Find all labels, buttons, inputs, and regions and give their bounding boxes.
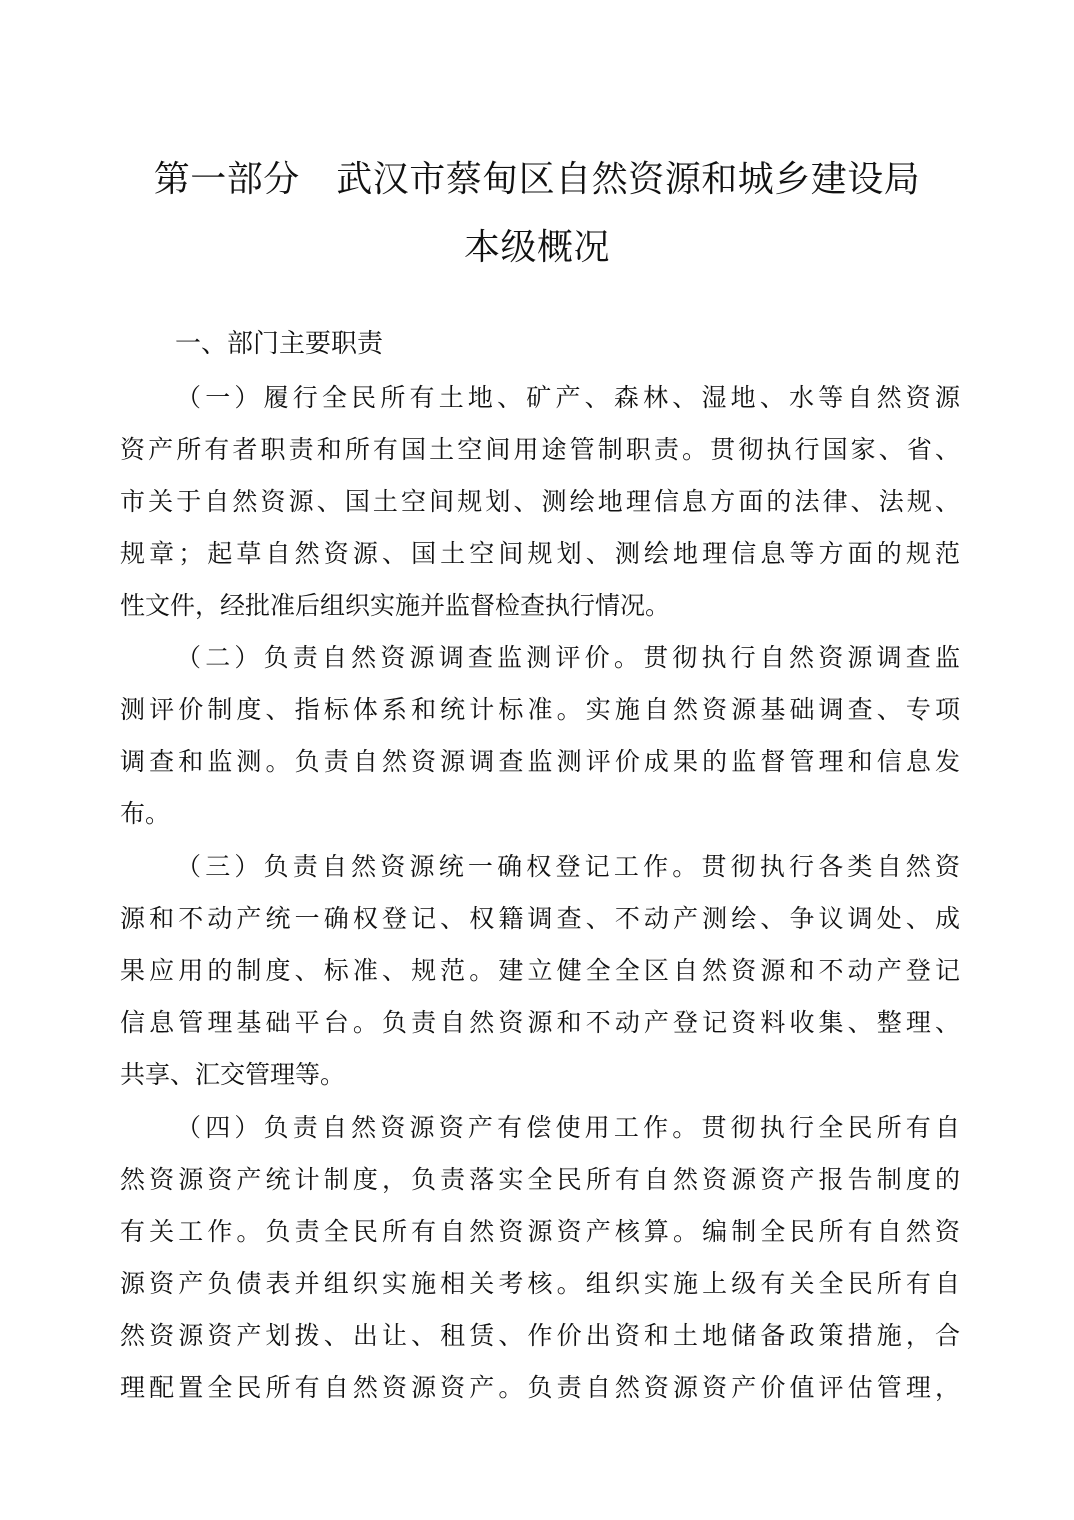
paragraph-1-line-1: （一）履行全民所有土地、矿产、森林、湿地、水等自然资源 <box>176 383 960 412</box>
paragraph-4-line-4: 源资产负债表并组织实施相关考核。组织实施上级有关全民所有自 <box>120 1269 960 1298</box>
paragraph-2-line-4: 布。 <box>120 799 171 828</box>
document-title-line-2: 本级概况 <box>463 227 610 268</box>
paragraph-2-line-2: 测评价制度、指标体系和统计标准。实施自然资源基础调查、专项 <box>120 695 960 724</box>
paragraph-1-line-5: 性文件，经批准后组织实施并监督检查执行情况。 <box>120 591 671 620</box>
paragraph-4-line-2: 然资源资产统计制度，负责落实全民所有自然资源资产报告制度的 <box>120 1165 960 1194</box>
paragraph-1-line-2: 资产所有者职责和所有国土空间用途管制职责。贯彻执行国家、省、 <box>120 435 960 464</box>
paragraph-3-line-1: （三）负责自然资源统一确权登记工作。贯彻执行各类自然资 <box>176 852 960 881</box>
paragraph-4-line-1: （四）负责自然资源资产有偿使用工作。贯彻执行全民所有自 <box>176 1113 960 1142</box>
document-title-line-1: 第一部分 武汉市蔡甸区自然资源和城乡建设局 <box>153 159 921 200</box>
paragraph-3-line-5: 共享、汇交管理等。 <box>120 1060 346 1089</box>
paragraph-4-line-3: 有关工作。负责全民所有自然资源资产核算。编制全民所有自然资 <box>120 1217 960 1246</box>
paragraph-4-line-6: 理配置全民所有自然资源资产。负责自然资源资产价值评估管理， <box>120 1373 960 1402</box>
paragraph-3-line-3: 果应用的制度、标准、规范。建立健全全区自然资源和不动产登记 <box>120 956 960 985</box>
paragraph-1-line-4: 规章；起草自然资源、国土空间规划、测绘地理信息等方面的规范 <box>120 539 960 568</box>
paragraph-2-line-1: （二）负责自然资源调查监测评价。贯彻执行自然资源调查监 <box>176 643 960 672</box>
paragraph-3-line-4: 信息管理基础平台。负责自然资源和不动产登记资料收集、整理、 <box>120 1008 960 1037</box>
paragraph-2-line-3: 调查和监测。负责自然资源调查监测评价成果的监督管理和信息发 <box>120 747 960 776</box>
paragraph-3-line-2: 源和不动产统一确权登记、权籍调查、不动产测绘、争议调处、成 <box>120 904 960 933</box>
paragraph-4-line-5: 然资源资产划拨、出让、租赁、作价出资和土地储备政策措施，合 <box>120 1321 960 1350</box>
section-heading: 一、部门主要职责 <box>175 329 384 359</box>
paragraph-1-line-3: 市关于自然资源、国土空间规划、测绘地理信息方面的法律、法规、 <box>120 487 960 516</box>
